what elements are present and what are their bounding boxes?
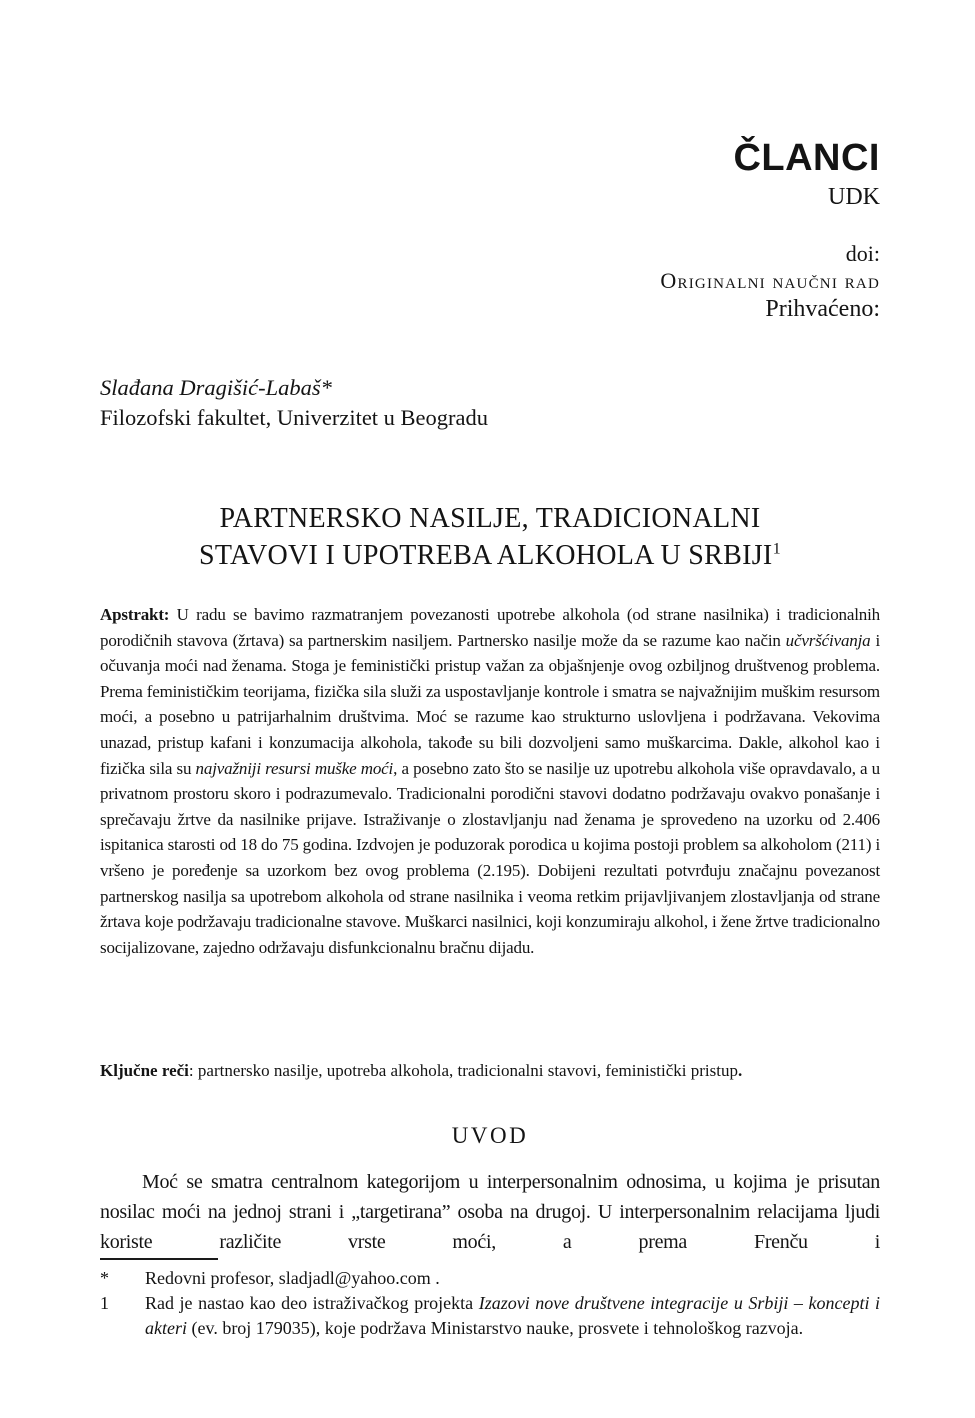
author-name-text: Slađana Dragišić-Labaš: [100, 375, 321, 400]
article-title-line2: STAVOVI I UPOTREBA ALKOHOLA U SRBIJI: [199, 540, 773, 571]
section-heading-uvod: UVOD: [451, 1123, 529, 1148]
author-footnote-marker: *: [320, 375, 332, 400]
title-footnote-ref: 1: [772, 539, 781, 558]
footnote-marker: 1: [100, 1293, 109, 1313]
header-spacer: [660, 212, 880, 240]
accepted-label: Prihvaćeno:: [765, 296, 880, 322]
doi-label: doi:: [845, 241, 880, 266]
abstract-label: Apstrakt:: [100, 605, 170, 624]
footnote-project: [100, 1291, 880, 1341]
keywords-terminator: .: [738, 1061, 743, 1080]
keywords-separator: :: [188, 1061, 198, 1080]
page-header: [660, 136, 880, 324]
footnotes: [100, 1266, 880, 1341]
footnote-marker: *: [100, 1268, 109, 1288]
keywords-line: [100, 1058, 880, 1084]
author-affiliation: Filozofski fakultet, Univerzitet u Beogradu: [100, 405, 489, 430]
keywords-label: Ključne reči: [100, 1061, 189, 1080]
article-title-line1: PARTNERSKO NASILJE, TRADICIONALNI: [219, 503, 761, 534]
abstract-paragraph: [100, 602, 880, 960]
author-name: [100, 373, 488, 403]
abstract-text: U radu se bavimo razmatranjem povezanosti upotrebe alkohola (od strane nasilnika) i tradicionalnih porodičnih stavova (žrtava) sa partnerskim nasiljem. Partnersko nasilje može da se razume kao način učvršćivanja i očuvanja moći nad ženama. Stoga je feministički pristup važan za objašnjenje ovog ozbiljnog društvenog problema. Prema feminističkim teorijama, fizička sila služi za uspostavljanje kontrole i smatra se najvažnijim muškim resursom moći, a posebno u patrijarhalnim društvima. Moć se razume kao strukturno uslovljena i podržavana. Vekovima unazad, pristup kafani i konzumacija alkohola, takođe su bili dozvoljeni samo muškarcima. Dakle, alkohol kao i fizička sila su najvažniji resursi muške moći, a posebno zato što se nasilje uz upotrebu alkohola više opravdavalo, a u privatnom prostoru skoro i podrazumevalo. Tradicionalni porodični stavovi dodatno podržavaju ovakvo ponašanje i sprečavaju žrtve da nasilnike prijave. Istraživanje o zlostavljanju nad ženama je sprovedeno na uzorku od 2.406 ispitanica starosti od 18 do 75 godina. Izdvojen je poduzorak porodica u kojima postoji problem sa alkoholom (211) i vršeno je poređenje sa uzorkom bez ovog problema (2.195). Dobijeni rezultati potvrđuju značajnu povezanost partnerskog nasilja sa upotrebom alkohola od strane nasilnika i veoma retkim prijavljivanjem zlostavljanja od strane žrtava koje podržavaju tradicionalne stavove. Muškarci nasilnici, koji konzumiraju alkohol, i žene žrtve tradicionalno socijalizovane, zajedno održavaju disfunkcionalnu bračnu dijadu.: [100, 605, 881, 957]
udk-label: UDK: [828, 184, 880, 210]
footnote-author: [100, 1266, 880, 1291]
footnote-separator-rule: [100, 1258, 218, 1260]
keywords-text: partnersko nasilje, upotreba alkohola, tradicionalni stavovi, feministički pristup: [197, 1061, 738, 1080]
footnote-text: Redovni profesor, sladjadl@yahoo.com .: [145, 1268, 440, 1288]
author-block: [100, 373, 488, 433]
journal-section-label: ČLANCI: [733, 137, 880, 179]
footnote-text: Rad je nastao kao deo istraživačkog projekta Izazovi nove društvene integracije u Srbiji – koncepti i akteri (ev. broj 179035), koje podržava Ministarstvo nauke, prosvete i tehnološkog razvoja.: [145, 1293, 880, 1338]
article-type-label: Originalni naučni rad: [660, 268, 880, 293]
article-title: [100, 500, 880, 574]
intro-paragraph: Moć se smatra centralnom kategorijom u interpersonalnim odnosima, u kojima je prisutan nosilac moći na jednoj strani i „targetirana” osoba na drugoj. U interpersonalnim relacijama ljudi koriste različite vrste moći, a prema Frenču i: [100, 1171, 880, 1253]
